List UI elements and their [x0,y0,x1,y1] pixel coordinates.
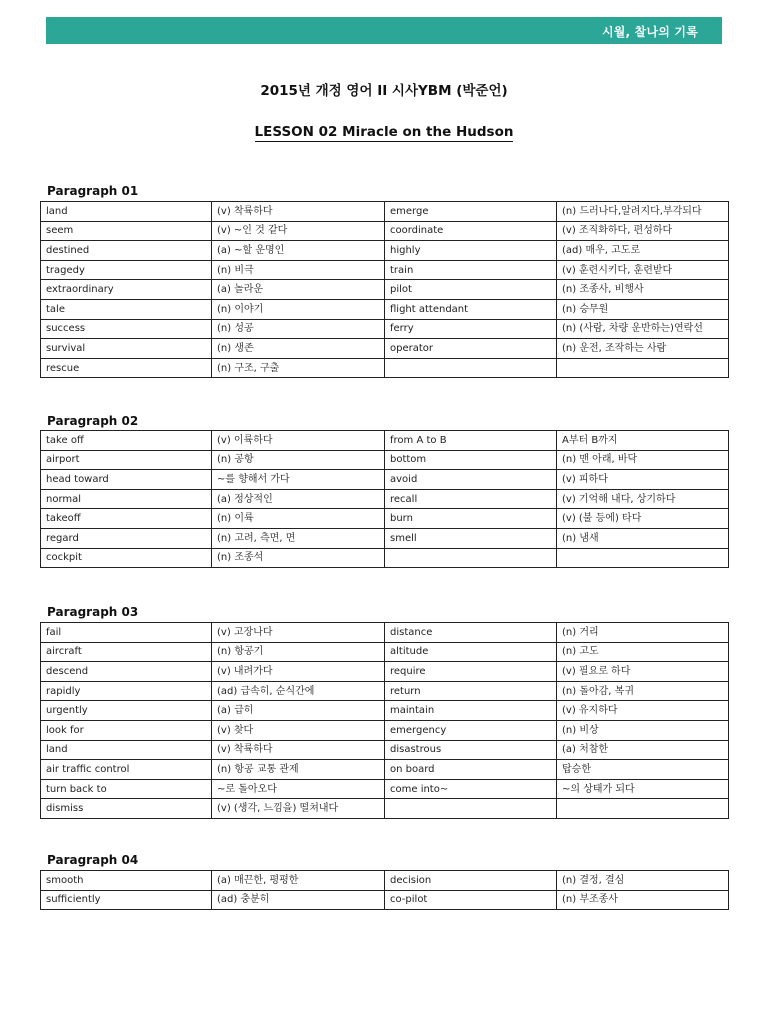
word-cell: dismiss [41,799,212,819]
word-cell: co-pilot [385,890,557,910]
word-cell [385,358,557,378]
word-cell: recall [385,489,557,509]
meaning-cell: (n) 이륙 [212,509,385,529]
word-cell: pilot [385,280,557,300]
word-cell: coordinate [385,221,557,241]
table-row [41,662,729,682]
meaning-cell: A부터 B까지 [557,431,729,451]
word-cell: tragedy [41,260,212,280]
meaning-cell: (n) 성공 [212,319,385,339]
meaning-cell: (n) 부조종사 [557,890,729,910]
word-cell: disastrous [385,740,557,760]
table-row [41,202,729,222]
word-cell: urgently [41,701,212,721]
meaning-cell: (n) 냄새 [557,528,729,548]
meaning-cell: (n) 구조, 구출 [212,358,385,378]
meaning-cell: (n) 비상 [557,720,729,740]
meaning-cell: (n) 항공 교통 관제 [212,760,385,780]
word-cell [385,548,557,568]
meaning-cell: (v) 유지하다 [557,701,729,721]
meaning-cell: (n) 돌아감, 복귀 [557,681,729,701]
meaning-cell: (v) 찾다 [212,720,385,740]
meaning-cell: (n) 조종사, 비행사 [557,280,729,300]
meaning-cell: ~의 상태가 되다 [557,779,729,799]
word-cell: regard [41,528,212,548]
word-cell: cockpit [41,548,212,568]
meaning-cell: (n) 운전, 조작하는 사람 [557,339,729,359]
paragraph-title: Paragraph 02 [47,414,139,428]
lesson-title: LESSON 02 Miracle on the Hudson [254,124,514,140]
word-cell: bottom [385,450,557,470]
word-cell: land [41,202,212,222]
meaning-cell: (n) 거리 [557,623,729,643]
table-row [41,450,729,470]
meaning-cell: (n) 조종석 [212,548,385,568]
table-row [41,528,729,548]
meaning-cell: (ad) 급속히, 순식간에 [212,681,385,701]
word-cell: emergency [385,720,557,740]
word-cell: success [41,319,212,339]
meaning-cell: (n) 비극 [212,260,385,280]
word-cell: return [385,681,557,701]
meaning-cell: 탑승한 [557,760,729,780]
header-brand: 시월, 찰나의 기록 [601,25,698,39]
table-row [41,489,729,509]
word-cell: rescue [41,358,212,378]
word-cell: head toward [41,470,212,490]
paragraph-title: Paragraph 03 [47,605,139,619]
lesson-title-wrap [0,121,768,140]
table-row [41,260,729,280]
word-cell: train [385,260,557,280]
meaning-cell: (v) 필요로 하다 [557,662,729,682]
meaning-cell: (v) 훈련시키다, 훈련받다 [557,260,729,280]
word-cell: distance [385,623,557,643]
meaning-cell: (n) 결정, 결심 [557,871,729,891]
table-row [41,701,729,721]
meaning-cell [557,548,729,568]
meaning-cell: (n) 이야기 [212,299,385,319]
meaning-cell: (v) (생각, 느낌을) 떨쳐내다 [212,799,385,819]
word-cell: aircraft [41,642,212,662]
word-cell: airport [41,450,212,470]
meaning-cell: (n) 고도 [557,642,729,662]
table-row [41,890,729,910]
word-cell: descend [41,662,212,682]
meaning-cell [557,358,729,378]
table-row [41,642,729,662]
table-row [41,740,729,760]
word-cell: smooth [41,871,212,891]
table-row [41,871,729,891]
table-row [41,760,729,780]
word-cell: take off [41,431,212,451]
word-cell: land [41,740,212,760]
meaning-cell: (v) 기억해 내다, 상기하다 [557,489,729,509]
meaning-cell: (v) 고장나다 [212,623,385,643]
meaning-cell: (v) ~인 것 같다 [212,221,385,241]
word-cell: come into~ [385,779,557,799]
table-row [41,799,729,819]
word-cell: smell [385,528,557,548]
vocab-table [40,622,729,819]
meaning-cell: (v) 내려가다 [212,662,385,682]
word-cell: from A to B [385,431,557,451]
meaning-cell: (n) 생존 [212,339,385,359]
table-row [41,548,729,568]
vocab-table [40,430,729,568]
word-cell: avoid [385,470,557,490]
meaning-cell: (a) 놀라운 [212,280,385,300]
table-row [41,319,729,339]
word-cell: decision [385,871,557,891]
word-cell [385,799,557,819]
meaning-cell: (v) (불 등에) 타다 [557,509,729,529]
table-row [41,779,729,799]
meaning-cell: (a) 정상적인 [212,489,385,509]
meaning-cell: (v) 이륙하다 [212,431,385,451]
paragraph-title: Paragraph 01 [47,184,139,198]
word-cell: destined [41,241,212,261]
meaning-cell: ~를 향해서 가다 [212,470,385,490]
paragraph-title: Paragraph 04 [47,853,139,867]
meaning-cell: (a) 급히 [212,701,385,721]
header-bar [46,17,722,44]
meaning-cell: (a) 매끈한, 평평한 [212,871,385,891]
meaning-cell: (ad) 충분히 [212,890,385,910]
meaning-cell: (n) 드러나다,알려지다,부각되다 [557,202,729,222]
word-cell: operator [385,339,557,359]
meaning-cell: (n) 승무원 [557,299,729,319]
word-cell: emerge [385,202,557,222]
word-cell: rapidly [41,681,212,701]
meaning-cell [557,799,729,819]
meaning-cell: (v) 조직화하다, 편성하다 [557,221,729,241]
table-row [41,221,729,241]
word-cell: air traffic control [41,760,212,780]
table-row [41,623,729,643]
meaning-cell: (v) 착륙하다 [212,740,385,760]
meaning-cell: (n) 맨 아래, 바닥 [557,450,729,470]
table-row [41,241,729,261]
word-cell: altitude [385,642,557,662]
word-cell: on board [385,760,557,780]
word-cell: sufficiently [41,890,212,910]
meaning-cell: (n) 고려, 측면, 면 [212,528,385,548]
word-cell: takeoff [41,509,212,529]
meaning-cell: (v) 피하다 [557,470,729,490]
word-cell: tale [41,299,212,319]
word-cell: extraordinary [41,280,212,300]
document-title: 2015년 개정 영어 II 시사YBM (박준언) [260,83,508,99]
meaning-cell: (n) (사람, 차량 운반하는)연락선 [557,319,729,339]
word-cell: require [385,662,557,682]
word-cell: flight attendant [385,299,557,319]
table-row [41,720,729,740]
meaning-cell: (n) 공항 [212,450,385,470]
meaning-cell: (a) ~할 운명인 [212,241,385,261]
word-cell: maintain [385,701,557,721]
word-cell: seem [41,221,212,241]
meaning-cell: (v) 착륙하다 [212,202,385,222]
table-row [41,681,729,701]
word-cell: highly [385,241,557,261]
word-cell: fail [41,623,212,643]
meaning-cell: (ad) 매우, 고도로 [557,241,729,261]
word-cell: survival [41,339,212,359]
word-cell: normal [41,489,212,509]
word-cell: look for [41,720,212,740]
vocab-table [40,201,729,378]
word-cell: turn back to [41,779,212,799]
table-row [41,299,729,319]
meaning-cell: (a) 처참한 [557,740,729,760]
table-row [41,339,729,359]
word-cell: burn [385,509,557,529]
table-row [41,358,729,378]
meaning-cell: ~로 돌아오다 [212,779,385,799]
table-row [41,470,729,490]
table-row [41,280,729,300]
word-cell: ferry [385,319,557,339]
meaning-cell: (n) 항공기 [212,642,385,662]
table-row [41,509,729,529]
vocab-table [40,870,729,910]
table-row [41,431,729,451]
